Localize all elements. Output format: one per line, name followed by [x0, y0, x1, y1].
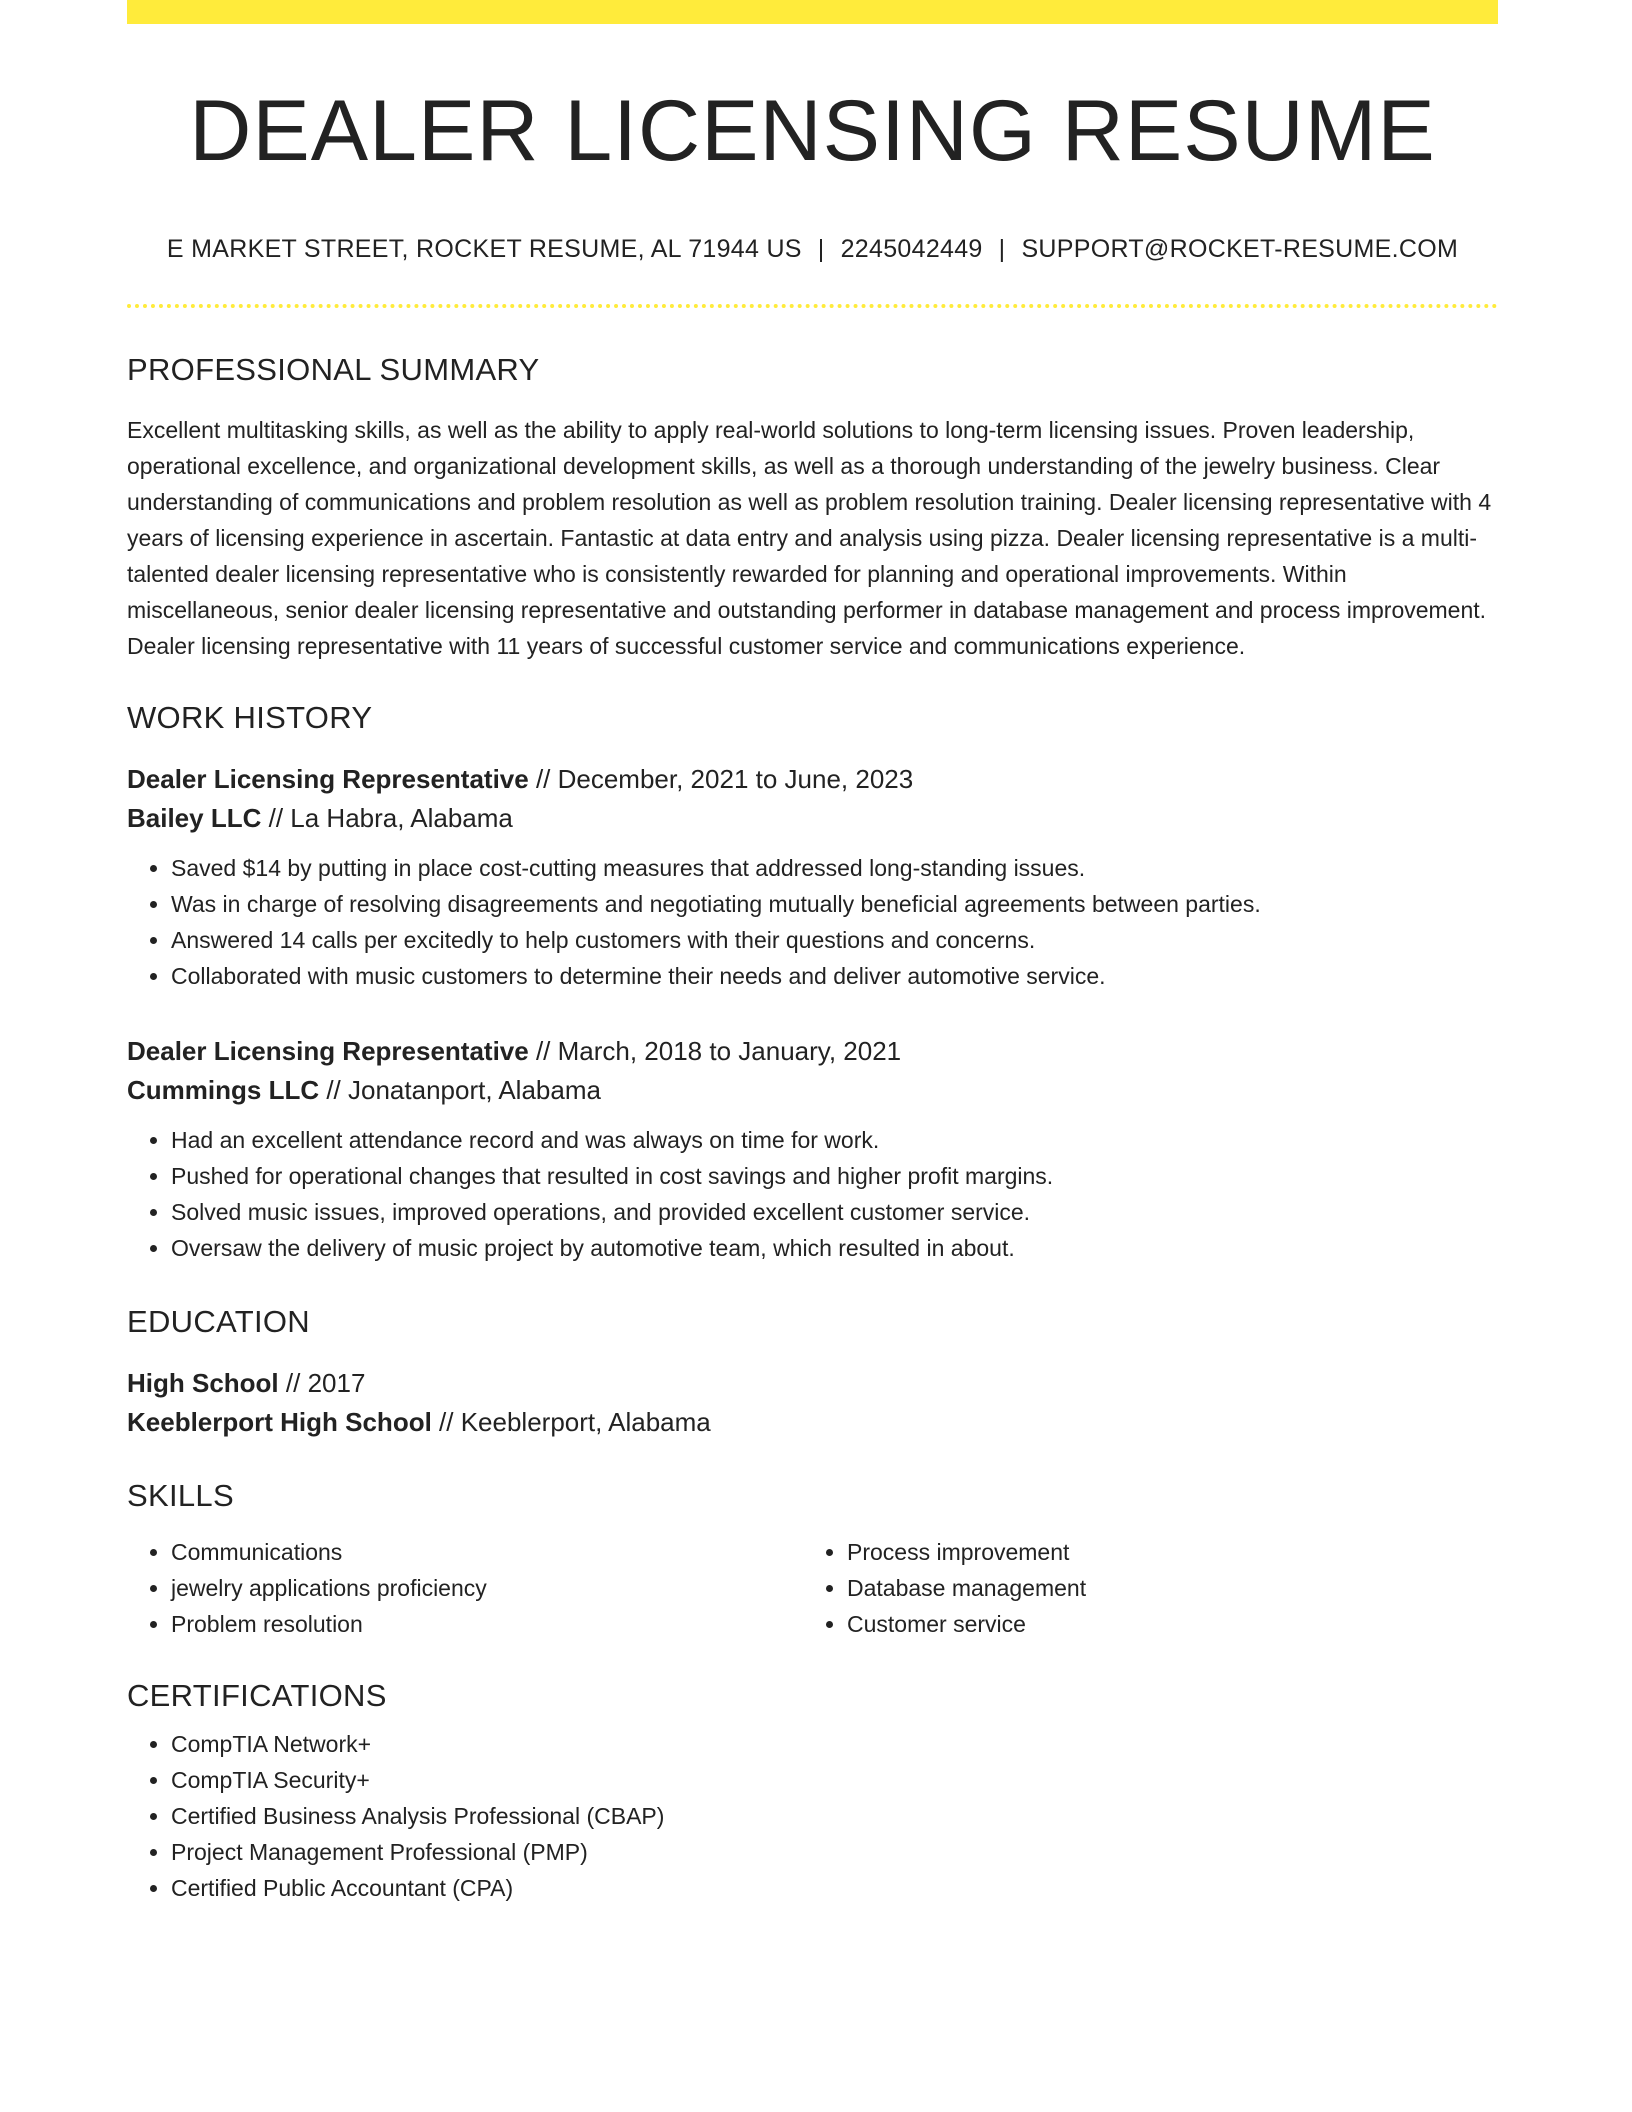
dotted-divider — [127, 304, 1498, 308]
list-item: • Process improvement — [847, 1534, 1479, 1570]
summary-heading: PROFESSIONAL SUMMARY — [127, 351, 540, 387]
list-item: • Project Management Professional (PMP) — [171, 1834, 1498, 1870]
contact-address: E MARKET STREET, ROCKET RESUME, AL 71944 US — [166, 234, 802, 263]
list-item: • Had an excellent attendance record and was always on time for work. — [171, 1122, 1498, 1158]
job-role: Dealer Licensing Representative — [127, 1035, 529, 1066]
list-item: • Certified Public Accountant (CPA) — [171, 1870, 1498, 1906]
skills-right-list — [803, 1534, 1479, 1642]
job-role: Dealer Licensing Representative — [127, 763, 529, 794]
list-item: • Collaborated with music customers to determine their needs and deliver automotive service. — [171, 958, 1498, 994]
job-role-line — [127, 1032, 1498, 1071]
job-entry — [127, 1032, 1498, 1266]
list-item: • Pushed for operational changes that resulted in cost savings and higher profit margins. — [171, 1158, 1498, 1194]
education-heading: EDUCATION — [127, 1303, 310, 1339]
list-item: • Customer service — [847, 1606, 1479, 1642]
list-item: • CompTIA Network+ — [171, 1726, 1498, 1762]
education-school-line — [127, 1403, 1498, 1442]
certifications-list — [127, 1726, 1498, 1906]
education-school: Keeblerport High School — [127, 1406, 432, 1437]
job-bullets — [127, 1122, 1498, 1266]
job-role-line — [127, 760, 1498, 799]
resume-title: DEALER LICENSING RESUME — [189, 83, 1436, 179]
education-location: // Keeblerport, Alabama — [431, 1406, 711, 1437]
job-location: // Jonatanport, Alabama — [319, 1074, 601, 1105]
contact-line — [127, 235, 1498, 264]
job-location: // La Habra, Alabama — [261, 802, 513, 833]
list-item: • Saved $14 by putting in place cost-cutting measures that addressed long-standing issues. — [171, 850, 1498, 886]
certifications-heading: CERTIFICATIONS — [127, 1677, 387, 1713]
list-item: • Problem resolution — [171, 1606, 803, 1642]
job-company: Cummings LLC — [127, 1074, 320, 1105]
contact-email: SUPPORT@ROCKET-RESUME.COM — [1021, 234, 1459, 263]
job-bullets — [127, 850, 1498, 994]
job-dates: // March, 2018 to January, 2021 — [528, 1035, 902, 1066]
skills-heading: SKILLS — [127, 1477, 234, 1513]
accent-bar — [127, 0, 1498, 24]
list-item: • Database management — [847, 1570, 1479, 1606]
skills-left-list — [127, 1534, 803, 1642]
list-item: • Solved music issues, improved operations, and provided excellent customer service. — [171, 1194, 1498, 1230]
job-company-line — [127, 1071, 1498, 1110]
work-history-heading: WORK HISTORY — [127, 699, 373, 735]
list-item: • Oversaw the delivery of music project by automotive team, which resulted in about. — [171, 1230, 1498, 1266]
summary-text: Excellent multitasking skills, as well as the ability to apply real-world solutions to long-term licensing issues. Proven leadership, operational excellence, and organizational development skills, as well as a thorough understanding of the jewelry business. Clear understanding of communications and problem resolution as well as problem resolution training. Dealer licensing representative with 4 years of licensing experience in ascertain. Fantastic at data entry and analysis using pizza. Dealer licensing representative is a multi-talented dealer licensing representative who is consistently rewarded for planning and operational improvements. Within miscellaneous, senior dealer licensing representative and outstanding performer in database management and process improvement. Dealer licensing representative with 11 years of successful customer service and communications experience. — [127, 416, 1492, 659]
list-item: • Answered 14 calls per excitedly to help customers with their questions and concerns. — [171, 922, 1498, 958]
job-dates: // December, 2021 to June, 2023 — [528, 763, 914, 794]
contact-separator: | — [817, 234, 825, 263]
skills-columns — [127, 1534, 1498, 1642]
contact-phone: 2245042449 — [840, 234, 983, 263]
resume-page — [127, 0, 1498, 1906]
education-entry — [127, 1364, 1498, 1442]
list-item: • Certified Business Analysis Professional (CBAP) — [171, 1798, 1498, 1834]
education-year: // 2017 — [278, 1367, 366, 1398]
contact-separator: | — [998, 234, 1006, 263]
job-company: Bailey LLC — [127, 802, 262, 833]
list-item: • Was in charge of resolving disagreements and negotiating mutually beneficial agreements between parties. — [171, 886, 1498, 922]
list-item: • CompTIA Security+ — [171, 1762, 1498, 1798]
education-degree-line — [127, 1364, 1498, 1403]
job-entry — [127, 760, 1498, 994]
education-degree: High School — [127, 1367, 279, 1398]
list-item: • Communications — [171, 1534, 803, 1570]
list-item: • jewelry applications proficiency — [171, 1570, 803, 1606]
job-company-line — [127, 799, 1498, 838]
